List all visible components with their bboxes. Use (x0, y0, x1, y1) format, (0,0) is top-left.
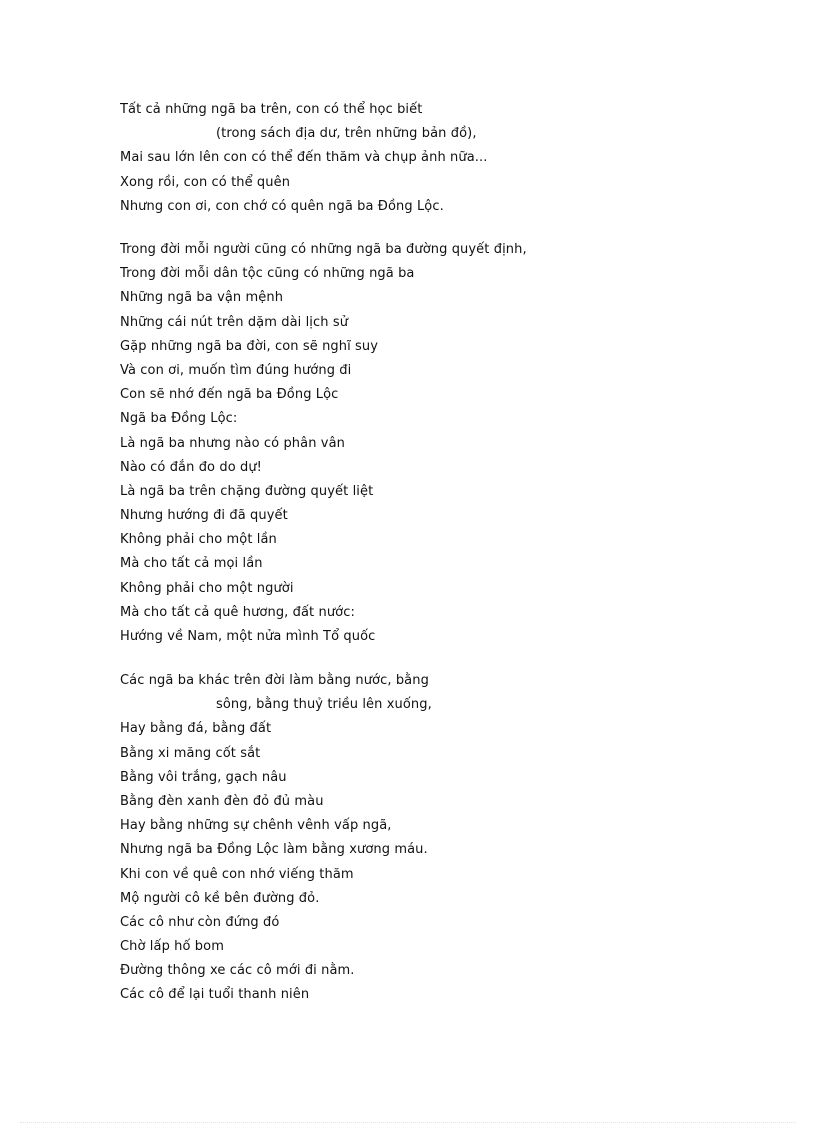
poem-line: Khi con về quê con nhớ viếng thăm (120, 866, 354, 882)
poem-line: Trong đời mỗi người cũng có những ngã ba đường quyết định, (120, 242, 527, 257)
poem-stanza-2 (120, 238, 527, 649)
poem-stanza-3 (120, 669, 432, 1008)
poem-line: Bằng xi măng cốt sắt (120, 745, 261, 761)
poem-line: Trong đời mỗi dân tộc cũng có những ngã ba (120, 266, 415, 282)
poem-line: Nào có đắn đo do dự! (120, 459, 262, 475)
poem-line: Những ngã ba vận mệnh (120, 290, 284, 306)
poem-line: sông, bằng thuỷ triều lên xuống, (216, 697, 432, 713)
poem-line: Con sẽ nhớ đến ngã ba Đồng Lộc (120, 387, 339, 403)
poem-line: Các cô để lại tuổi thanh niên (120, 987, 310, 1003)
poem-stanza-1 (120, 98, 487, 219)
poem-line: Xong rồi, con có thể quên (120, 174, 291, 190)
poem-line: Nhưng hướng đi đã quyết (120, 508, 288, 524)
poem-line: Nhưng con ơi, con chớ có quên ngã ba Đồng Lộc. (120, 198, 444, 214)
poem-line: Mai sau lớn lên con có thể đến thăm và chụp ảnh nữa... (120, 150, 488, 166)
poem-line: Nhưng ngã ba Đồng Lộc làm bằng xương máu. (120, 842, 428, 858)
poem-line: Không phải cho một lần (120, 532, 277, 548)
poem-line: Mà cho tất cả mọi lần (120, 556, 263, 572)
poem-line: Chờ lấp hố bom (120, 939, 224, 955)
poem-line: Ngã ba Đồng Lộc: (120, 411, 238, 427)
poem-line: Hay bằng những sự chênh vênh vấp ngã, (120, 818, 392, 834)
poem-line: Gặp những ngã ba đời, con sẽ nghĩ suy (120, 338, 379, 354)
poem-line: Bằng vôi trắng, gạch nâu (120, 769, 287, 785)
poem-line: Những cái nút trên dặm dài lịch sử (120, 314, 349, 330)
poem-line: Các cô như còn đứng đó (120, 914, 280, 930)
poem-line: Mà cho tất cả quê hương, đất nước: (120, 604, 355, 620)
poem-line: Bằng đèn xanh đèn đỏ đủ màu (120, 793, 324, 809)
poem-line: Và con ơi, muốn tìm đúng hướng đi (120, 362, 352, 378)
poem-line: Đường thông xe các cô mới đi nằm. (120, 963, 355, 979)
poem-line: Là ngã ba nhưng nào có phân vân (120, 435, 345, 451)
poem-line: Tất cả những ngã ba trên, con có thể học biết (120, 102, 423, 117)
poem-line: Mộ người cô kề bên đường đỏ. (120, 890, 320, 906)
poem-line: Các ngã ba khác trên đời làm bằng nước, bằng (120, 673, 429, 688)
poem-line: Không phải cho một người (120, 580, 294, 596)
poem-line: Là ngã ba trên chặng đường quyết liệt (120, 483, 374, 499)
poem-line: (trong sách địa dư, trên những bản đồ), (216, 126, 477, 142)
poem-line: Hay bằng đá, bằng đất (120, 721, 272, 737)
poem-line: Hướng về Nam, một nửa mình Tổ quốc (120, 629, 376, 644)
